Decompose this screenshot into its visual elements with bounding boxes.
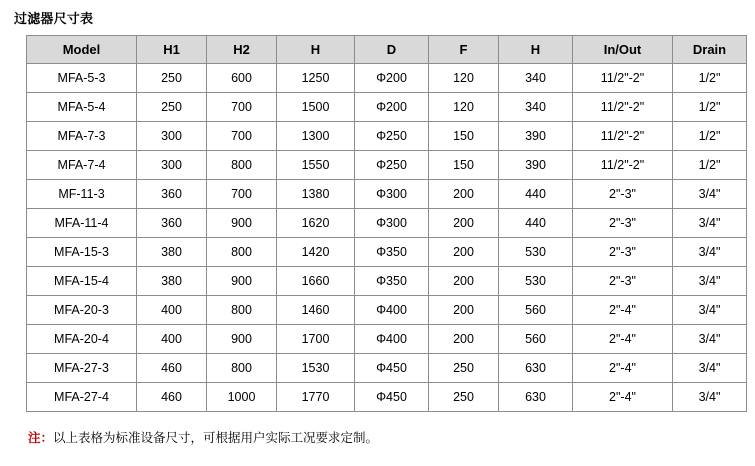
page-title: 过滤器尺寸表 (14, 11, 94, 26)
table-body (27, 64, 747, 412)
cell-f: 200 (429, 325, 499, 354)
cell-h1: 380 (137, 267, 207, 296)
table-row (27, 209, 747, 238)
cell-drain: 3/4" (673, 325, 747, 354)
cell-f: 200 (429, 296, 499, 325)
cell-model: MFA-7-4 (27, 151, 137, 180)
cell-h: 1660 (277, 267, 355, 296)
cell-h2: 800 (207, 151, 277, 180)
cell-drain: 1/2" (673, 93, 747, 122)
note-text: 以上表格为标准设备尺寸，可根据用户实际工况要求定制。 (53, 431, 379, 445)
table-row (27, 383, 747, 412)
column-header-drain: Drain (673, 36, 747, 64)
cell-d: Φ350 (355, 267, 429, 296)
cell-h-2: 390 (499, 122, 573, 151)
cell-h1: 300 (137, 122, 207, 151)
cell-drain: 3/4" (673, 209, 747, 238)
cell-inout: 11/2"-2" (573, 64, 673, 93)
cell-h-2: 530 (499, 267, 573, 296)
cell-h-2: 560 (499, 325, 573, 354)
cell-h-2: 340 (499, 64, 573, 93)
cell-h2: 700 (207, 122, 277, 151)
cell-drain: 1/2" (673, 122, 747, 151)
cell-model: MFA-27-4 (27, 383, 137, 412)
table-row (27, 354, 747, 383)
cell-h: 1250 (277, 64, 355, 93)
cell-model: MFA-27-3 (27, 354, 137, 383)
cell-d: Φ300 (355, 180, 429, 209)
cell-h2: 800 (207, 238, 277, 267)
cell-h2: 900 (207, 325, 277, 354)
cell-h-2: 560 (499, 296, 573, 325)
table-row (27, 238, 747, 267)
column-header-h1: H1 (137, 36, 207, 64)
cell-h-2: 630 (499, 383, 573, 412)
cell-h1: 460 (137, 383, 207, 412)
cell-h1: 250 (137, 93, 207, 122)
cell-f: 200 (429, 180, 499, 209)
table-row (27, 93, 747, 122)
cell-d: Φ450 (355, 383, 429, 412)
cell-f: 200 (429, 267, 499, 296)
table-row (27, 325, 747, 354)
cell-h1: 300 (137, 151, 207, 180)
cell-drain: 3/4" (673, 180, 747, 209)
cell-inout: 2"-4" (573, 383, 673, 412)
cell-drain: 3/4" (673, 238, 747, 267)
cell-d: Φ300 (355, 209, 429, 238)
cell-model: MFA-15-3 (27, 238, 137, 267)
cell-inout: 2"-4" (573, 296, 673, 325)
cell-h2: 700 (207, 93, 277, 122)
cell-model: MFA-20-3 (27, 296, 137, 325)
column-header-inout: In/Out (573, 36, 673, 64)
column-header-model: Model (27, 36, 137, 64)
cell-h2: 800 (207, 296, 277, 325)
table-row (27, 122, 747, 151)
cell-inout: 2"-4" (573, 325, 673, 354)
cell-h-2: 440 (499, 209, 573, 238)
cell-d: Φ200 (355, 93, 429, 122)
column-header-h2: H2 (207, 36, 277, 64)
cell-h: 1700 (277, 325, 355, 354)
cell-model: MFA-5-4 (27, 93, 137, 122)
cell-inout: 2"-3" (573, 209, 673, 238)
cell-h1: 400 (137, 296, 207, 325)
table-row (27, 180, 747, 209)
cell-f: 200 (429, 238, 499, 267)
cell-model: MFA-11-4 (27, 209, 137, 238)
table-row (27, 267, 747, 296)
cell-drain: 1/2" (673, 64, 747, 93)
cell-h-2: 390 (499, 151, 573, 180)
cell-h2: 700 (207, 180, 277, 209)
cell-h-2: 530 (499, 238, 573, 267)
cell-model: MFA-15-4 (27, 267, 137, 296)
table-row (27, 296, 747, 325)
cell-model: MFA-7-3 (27, 122, 137, 151)
cell-f: 150 (429, 122, 499, 151)
cell-drain: 3/4" (673, 296, 747, 325)
cell-inout: 2"-4" (573, 354, 673, 383)
cell-h: 1620 (277, 209, 355, 238)
cell-f: 250 (429, 383, 499, 412)
cell-h1: 360 (137, 180, 207, 209)
cell-h: 1530 (277, 354, 355, 383)
cell-f: 200 (429, 209, 499, 238)
cell-h1: 400 (137, 325, 207, 354)
table-header (27, 36, 747, 64)
table-header-row (27, 36, 747, 64)
table-note (28, 428, 745, 446)
cell-model: MFA-5-3 (27, 64, 137, 93)
cell-h: 1460 (277, 296, 355, 325)
cell-inout: 11/2"-2" (573, 151, 673, 180)
cell-f: 120 (429, 93, 499, 122)
column-header-f: F (429, 36, 499, 64)
cell-drain: 3/4" (673, 354, 747, 383)
cell-f: 150 (429, 151, 499, 180)
cell-inout: 11/2"-2" (573, 93, 673, 122)
cell-inout: 2"-3" (573, 238, 673, 267)
cell-h: 1500 (277, 93, 355, 122)
cell-h2: 600 (207, 64, 277, 93)
cell-f: 250 (429, 354, 499, 383)
column-header-h-2: H (499, 36, 573, 64)
cell-h1: 380 (137, 238, 207, 267)
cell-drain: 3/4" (673, 383, 747, 412)
cell-d: Φ450 (355, 354, 429, 383)
cell-d: Φ400 (355, 325, 429, 354)
dimension-table (26, 35, 747, 412)
cell-d: Φ200 (355, 64, 429, 93)
cell-inout: 2"-3" (573, 267, 673, 296)
cell-d: Φ250 (355, 151, 429, 180)
cell-h: 1420 (277, 238, 355, 267)
cell-h1: 460 (137, 354, 207, 383)
cell-h: 1380 (277, 180, 355, 209)
note-label: 注： (28, 431, 54, 445)
cell-f: 120 (429, 64, 499, 93)
column-header-h: H (277, 36, 355, 64)
cell-h: 1550 (277, 151, 355, 180)
cell-inout: 2"-3" (573, 180, 673, 209)
cell-h2: 900 (207, 209, 277, 238)
cell-h1: 250 (137, 64, 207, 93)
cell-h2: 1000 (207, 383, 277, 412)
cell-h-2: 440 (499, 180, 573, 209)
cell-d: Φ250 (355, 122, 429, 151)
table-row (27, 151, 747, 180)
cell-h: 1300 (277, 122, 355, 151)
table-row (27, 64, 747, 93)
cell-model: MF-11-3 (27, 180, 137, 209)
cell-model: MFA-20-4 (27, 325, 137, 354)
cell-drain: 3/4" (673, 267, 747, 296)
cell-h1: 360 (137, 209, 207, 238)
column-header-d: D (355, 36, 429, 64)
cell-h2: 800 (207, 354, 277, 383)
cell-inout: 11/2"-2" (573, 122, 673, 151)
cell-drain: 1/2" (673, 151, 747, 180)
cell-h: 1770 (277, 383, 355, 412)
cell-h2: 900 (207, 267, 277, 296)
cell-h-2: 340 (499, 93, 573, 122)
cell-h-2: 630 (499, 354, 573, 383)
cell-d: Φ350 (355, 238, 429, 267)
cell-d: Φ400 (355, 296, 429, 325)
